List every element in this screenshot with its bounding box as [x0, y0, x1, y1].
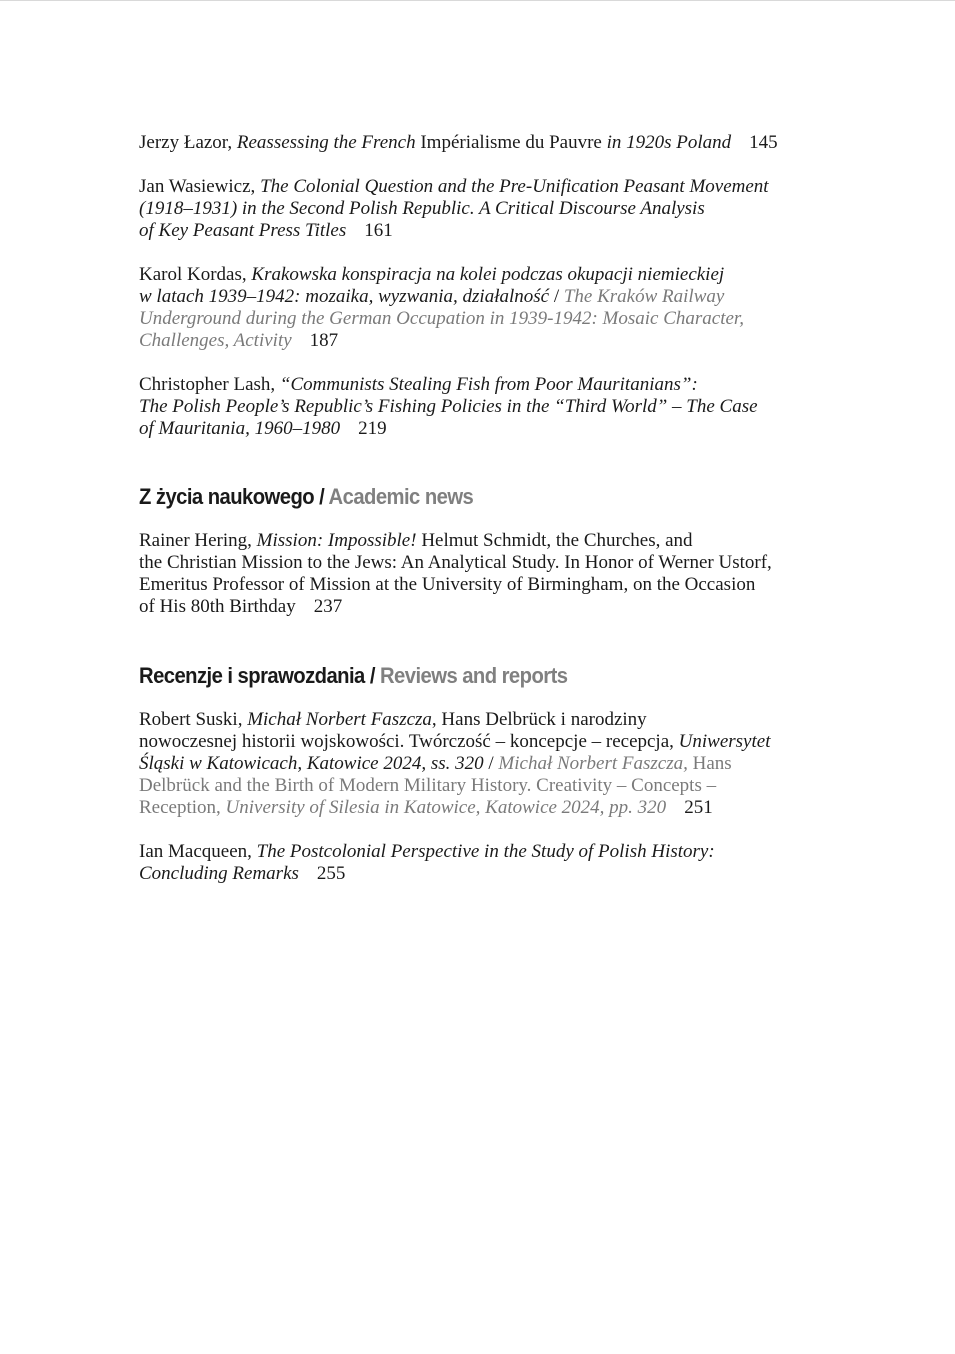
entry-title: (1918–1931) in the Second Polish Republic. A Critical Discourse Analysis	[139, 198, 705, 219]
entry-publisher-pl: Uniwersytet	[678, 731, 771, 752]
section-title-pl: Recenzje i sprawozdania	[139, 663, 365, 688]
entry-title-en: Reception,	[139, 797, 221, 818]
entry-title: The Colonial Question and the Pre-Unification Peasant Movement	[260, 176, 769, 197]
entry-title-en: Hans	[692, 753, 732, 774]
reviewed-book-author: Michał Norbert Faszcza	[247, 709, 432, 730]
page-number: 187	[309, 330, 339, 351]
entry-title: the Christian Mission to the Jews: An Analytical Study. In Honor of Werner Ustorf,	[139, 552, 772, 573]
entry-title: of His 80th Birthday	[139, 596, 296, 617]
page-number: 255	[316, 863, 346, 884]
entry-title: of Key Peasant Press Titles	[139, 220, 347, 241]
entry-title-pl: w latach 1939–1942: mozaika, wyzwania, działalność	[139, 286, 550, 307]
entry-title: Impérialisme du Pauvre	[420, 132, 602, 153]
entry-author: Jan Wasiewicz,	[139, 176, 256, 197]
entry-author: Rainer Hering,	[139, 530, 252, 551]
entry-author: Jerzy Łazor,	[139, 132, 233, 153]
entry-title: Mission: Impossible!	[256, 530, 417, 551]
toc-entry-lash	[139, 374, 819, 440]
section-title-en: Academic news	[328, 484, 474, 509]
page-number: 251	[684, 797, 713, 818]
entry-title-en: The Kraków Railway	[563, 286, 725, 307]
section-title-en: Reviews and reports	[379, 663, 568, 688]
page-number: 237	[313, 596, 343, 617]
section-heading-reviews-and-reports	[139, 663, 765, 689]
entry-title: Helmut Schmidt, the Churches, and	[421, 530, 693, 551]
entry-author: Karol Kordas,	[139, 264, 247, 285]
toc-entry-hering	[139, 530, 819, 618]
entry-title-en: Challenges, Activity	[139, 330, 292, 351]
page-number: 145	[749, 132, 778, 153]
reviewed-book-author-en: Michał Norbert Faszcza,	[498, 753, 688, 774]
toc-entry-kordas	[139, 264, 819, 352]
entry-author: Christopher Lash,	[139, 374, 276, 395]
section-separator: /	[369, 663, 375, 688]
entry-title: “Communists Stealing Fish from Poor Mauritanians”:	[279, 374, 698, 395]
entry-publisher-en: University of Silesia in Katowice, Katowice 2024, pp. 320	[225, 797, 667, 818]
entry-title-pl: , Hans Delbrück i narodziny	[431, 709, 647, 730]
entry-title: in 1920s Poland	[606, 132, 732, 153]
page-number: 161	[364, 220, 393, 241]
entry-title-pl: nowoczesnej historii wojskowości. Twórczość – koncepcje – recepcja,	[139, 731, 674, 752]
entry-title-en: Underground during the German Occupation in 1939-1942: Mosaic Character,	[139, 308, 744, 329]
toc-entry-macqueen	[139, 841, 819, 885]
entry-author: Robert Suski,	[139, 709, 243, 730]
section-separator: /	[319, 484, 325, 509]
entry-title-en: Delbrück and the Birth of Modern Military History. Creativity – Concepts –	[139, 775, 717, 796]
title-separator: /	[553, 286, 560, 307]
toc-entry-wasiewicz	[139, 176, 819, 242]
entry-title: The Postcolonial Perspective in the Study of Polish History:	[256, 841, 715, 862]
table-of-contents	[139, 132, 819, 907]
entry-title: of Mauritania, 1960–1980	[139, 418, 341, 439]
entry-publisher-pl: Śląski w Katowicach, Katowice 2024, ss. 320	[139, 753, 484, 774]
entry-title: Emeritus Professor of Mission at the University of Birmingham, on the Occasion	[139, 574, 756, 595]
entry-title: The Polish People’s Republic’s Fishing Policies in the “Third World” – The Case	[139, 396, 758, 417]
toc-entry-lazor	[139, 132, 819, 154]
section-title-pl: Z życia naukowego	[139, 484, 315, 509]
page-number: 219	[358, 418, 387, 439]
section-heading-academic-news	[139, 484, 765, 510]
entry-title: Concluding Remarks	[139, 863, 299, 884]
toc-entry-suski	[139, 709, 819, 819]
title-separator: /	[488, 753, 494, 774]
entry-author: Ian Macqueen,	[139, 841, 252, 862]
entry-title: Reassessing the French	[236, 132, 416, 153]
entry-title-pl: Krakowska konspiracja na kolei podczas okupacji niemieckiej	[251, 264, 725, 285]
